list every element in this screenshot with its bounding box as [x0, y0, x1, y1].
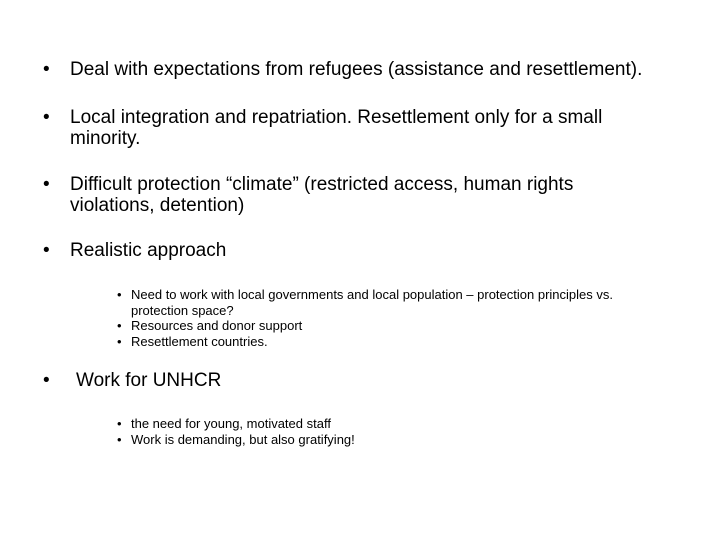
sub-bullet-marker: •: [117, 318, 122, 333]
sub-bullet-line: protection space?: [131, 303, 234, 318]
bullet-line: violations, detention): [70, 195, 245, 216]
sub-bullet-line: Resettlement countries.: [131, 334, 268, 349]
bullet-text: [70, 107, 602, 149]
sub-bullet-marker: •: [117, 287, 122, 302]
sub-bullet-line: Need to work with local governments and local population – protection principles vs.: [131, 287, 613, 302]
bullet-text: [70, 240, 226, 261]
sub-bullet-marker: •: [117, 432, 122, 447]
bullet-text: [70, 59, 642, 80]
bullet-marker: •: [43, 59, 50, 80]
bullet-marker: •: [43, 370, 50, 391]
bullet-marker: •: [43, 107, 50, 128]
sub-bullet-line: Resources and donor support: [131, 318, 303, 333]
bullet-text: [76, 370, 221, 391]
sub-bullet-line: the need for young, motivated staff: [131, 416, 331, 431]
sub-bullet-line: Work is demanding, but also gratifying!: [131, 432, 355, 447]
bullet-line: Difficult protection “climate” (restricted access, human rights: [70, 174, 574, 195]
sub-bullet-text: [131, 318, 302, 334]
bullet-marker: •: [43, 240, 50, 261]
sub-bullet-text: [131, 416, 331, 432]
bullet-marker: •: [43, 174, 50, 195]
bullet-line: minority.: [70, 128, 141, 149]
sub-bullet-text: [131, 287, 613, 319]
bullet-line: Work for UNHCR: [76, 370, 222, 391]
sub-bullet-marker: •: [117, 416, 122, 431]
bullet-text: [70, 174, 573, 216]
sub-bullet-text: [131, 432, 355, 448]
bullet-line: Local integration and repatriation. Resettlement only for a small: [70, 107, 603, 128]
sub-bullet-text: [131, 334, 268, 350]
bullet-line: Deal with expectations from refugees (assistance and resettlement).: [70, 59, 643, 80]
bullet-line: Realistic approach: [70, 240, 227, 261]
sub-bullet-marker: •: [117, 334, 122, 349]
